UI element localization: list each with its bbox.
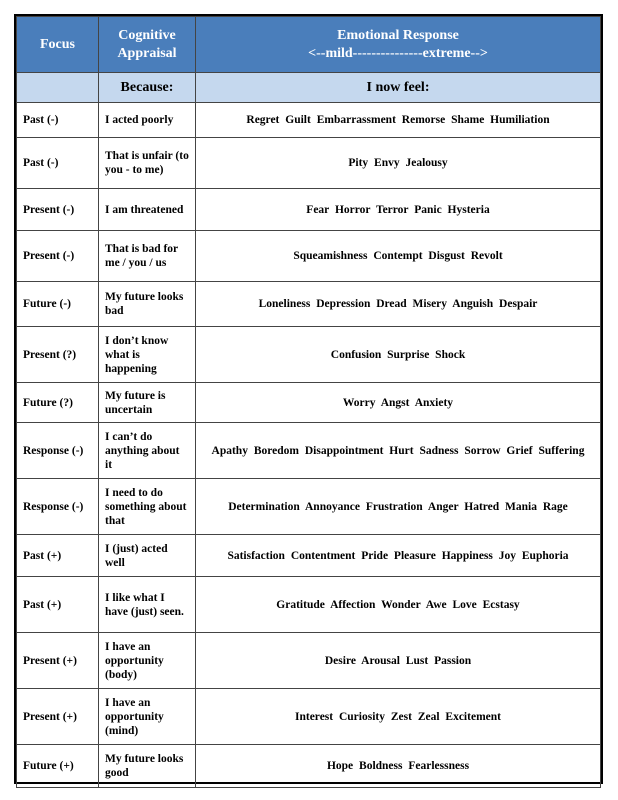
focus-cell: Past (-) xyxy=(17,103,99,138)
focus-cell: Future (+) xyxy=(17,745,99,788)
response-cell: Gratitude Affection Wonder Awe Love Ecstasy xyxy=(196,577,601,633)
table-row xyxy=(17,138,601,189)
appraisal-cell: I need to do something about that xyxy=(99,479,196,535)
response-cell: Fear Horror Terror Panic Hysteria xyxy=(196,189,601,231)
appraisal-cell: I acted poorly xyxy=(99,103,196,138)
response-cell: Determination Annoyance Frustration Anger Hatred Mania Rage xyxy=(196,479,601,535)
appraisal-cell: My future looks good xyxy=(99,745,196,788)
focus-cell: Past (+) xyxy=(17,535,99,577)
response-cell: Hope Boldness Fearlessness xyxy=(196,745,601,788)
response-cell: Desire Arousal Lust Passion xyxy=(196,633,601,689)
response-title: Emotional Response xyxy=(337,27,459,43)
appraisal-cell: I (just) acted well xyxy=(99,535,196,577)
response-cell: Pity Envy Jealousy xyxy=(196,138,601,189)
appraisal-cell: My future is uncertain xyxy=(99,383,196,423)
response-scale: <--mild---------------extreme--> xyxy=(308,45,488,61)
response-cell: Worry Angst Anxiety xyxy=(196,383,601,423)
appraisal-cell: I have an opportunity (body) xyxy=(99,633,196,689)
table-row xyxy=(17,535,601,577)
focus-cell: Past (+) xyxy=(17,577,99,633)
table-row xyxy=(17,282,601,327)
focus-cell: Response (-) xyxy=(17,479,99,535)
appraisal-cell: That is unfair (to you - to me) xyxy=(99,138,196,189)
response-cell: Interest Curiosity Zest Zeal Excitement xyxy=(196,689,601,745)
response-cell: Squeamishness Contempt Disgust Revolt xyxy=(196,231,601,282)
emotion-table-frame xyxy=(14,14,603,784)
header-row xyxy=(17,17,601,73)
table-row xyxy=(17,189,601,231)
appraisal-cell: I am threatened xyxy=(99,189,196,231)
response-cell: Regret Guilt Embarrassment Remorse Shame Humiliation xyxy=(196,103,601,138)
emotion-table xyxy=(16,16,601,788)
table-row xyxy=(17,479,601,535)
focus-cell: Present (-) xyxy=(17,231,99,282)
focus-cell: Future (-) xyxy=(17,282,99,327)
focus-cell: Past (-) xyxy=(17,138,99,189)
table-body xyxy=(17,103,601,788)
table-row xyxy=(17,577,601,633)
response-cell: Satisfaction Contentment Pride Pleasure Happiness Joy Euphoria xyxy=(196,535,601,577)
focus-cell: Future (?) xyxy=(17,383,99,423)
focus-cell: Present (-) xyxy=(17,189,99,231)
response-cell: Confusion Surprise Shock xyxy=(196,327,601,383)
table-row xyxy=(17,327,601,383)
appraisal-cell: I can’t do anything about it xyxy=(99,423,196,479)
table-row xyxy=(17,103,601,138)
focus-cell: Present (+) xyxy=(17,689,99,745)
appraisal-header: Cognitive Appraisal xyxy=(99,17,196,73)
response-header xyxy=(196,17,601,73)
focus-cell: Present (?) xyxy=(17,327,99,383)
table-row xyxy=(17,633,601,689)
appraisal-cell: I have an opportunity (mind) xyxy=(99,689,196,745)
appraisal-cell: I like what I have (just) seen. xyxy=(99,577,196,633)
appraisal-cell: That is bad for me / you / us xyxy=(99,231,196,282)
subheader-blank-cell xyxy=(17,73,99,103)
table-row xyxy=(17,383,601,423)
appraisal-cell: I don’t know what is happening xyxy=(99,327,196,383)
now-feel-label: I now feel: xyxy=(196,73,601,103)
response-cell: Loneliness Depression Dread Misery Anguish Despair xyxy=(196,282,601,327)
table-row xyxy=(17,423,601,479)
because-label: Because: xyxy=(99,73,196,103)
table-row xyxy=(17,231,601,282)
response-cell: Apathy Boredom Disappointment Hurt Sadness Sorrow Grief Suffering xyxy=(196,423,601,479)
subheader-row xyxy=(17,73,601,103)
table-row xyxy=(17,689,601,745)
appraisal-cell: My future looks bad xyxy=(99,282,196,327)
focus-header: Focus xyxy=(17,17,99,73)
focus-cell: Response (-) xyxy=(17,423,99,479)
focus-cell: Present (+) xyxy=(17,633,99,689)
table-row xyxy=(17,745,601,788)
